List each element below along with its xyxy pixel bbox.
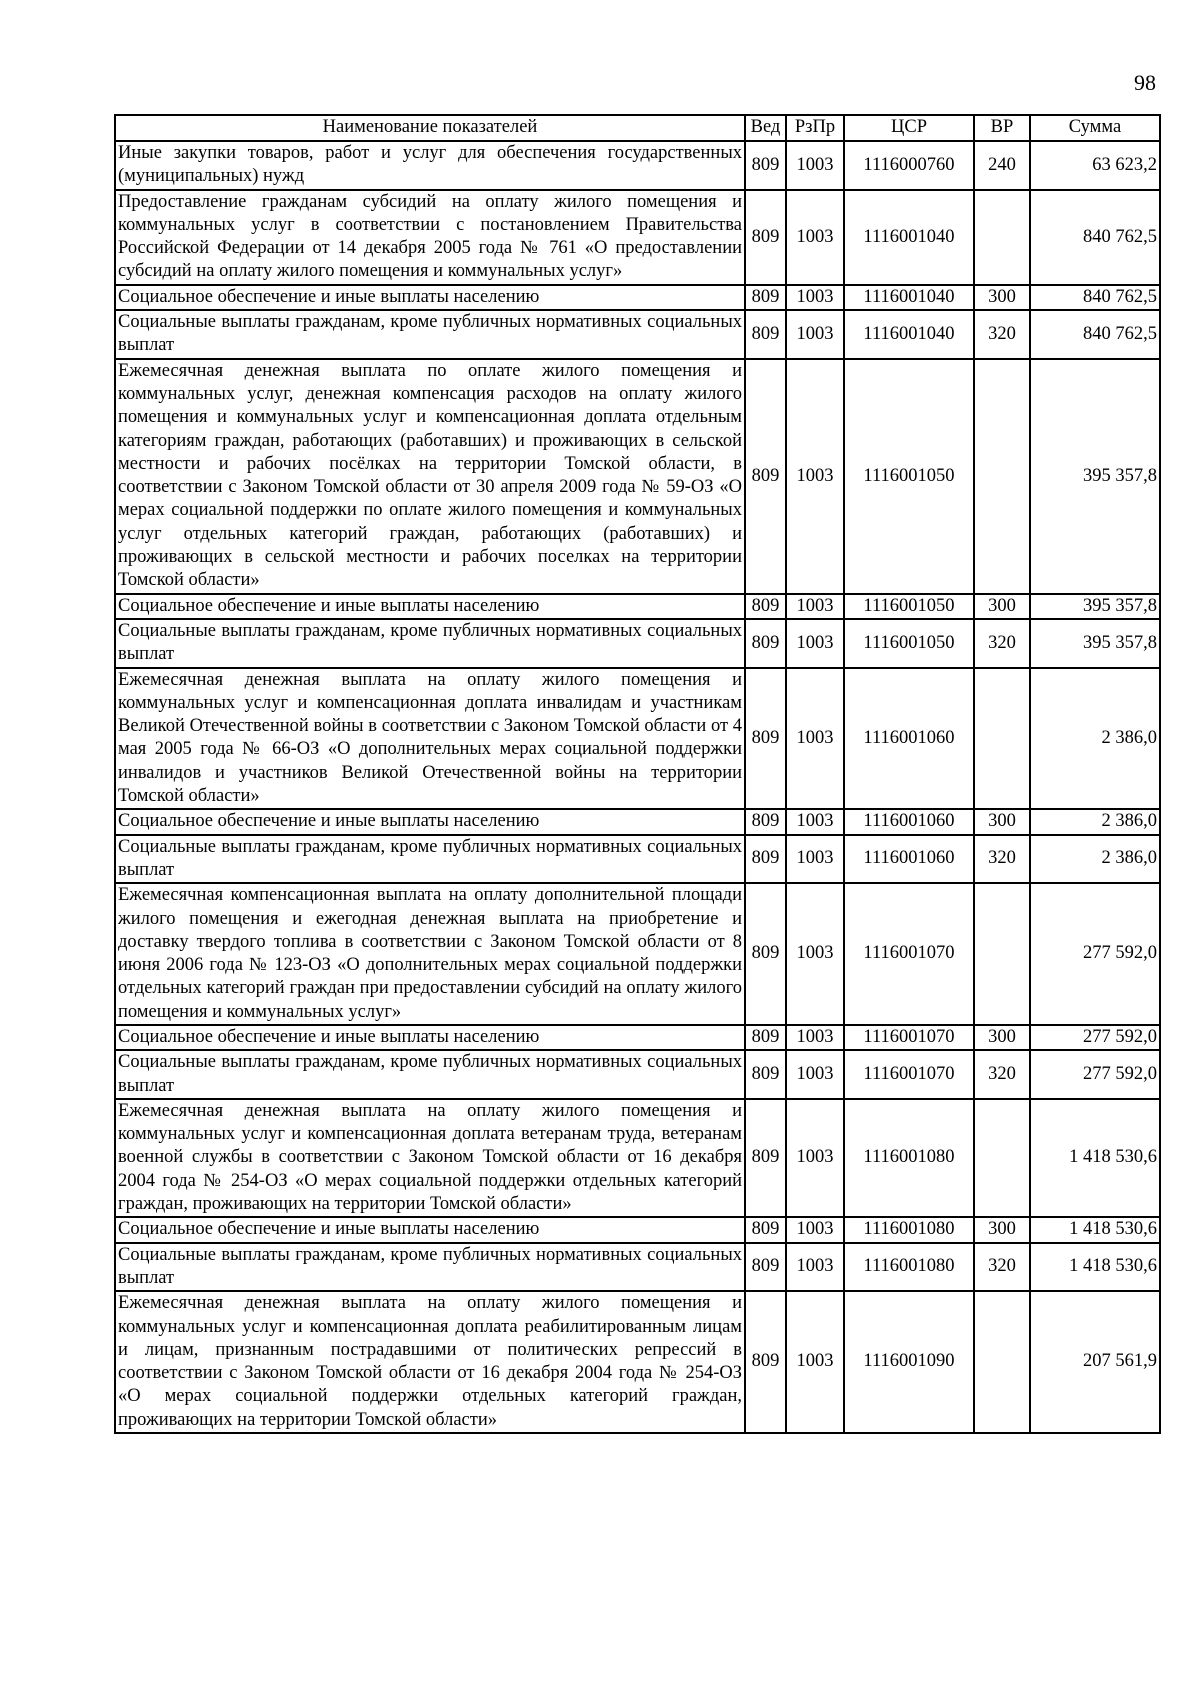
row-name-cell: Социальные выплаты гражданам, кроме публичных нормативных социальных выплат <box>115 619 745 668</box>
table-row <box>115 1291 1160 1433</box>
row-csr-cell: 1116001080 <box>844 1217 974 1242</box>
row-csr-cell: 1116000760 <box>844 141 974 190</box>
row-csr-cell: 1116001060 <box>844 835 974 884</box>
row-sum-cell: 395 357,8 <box>1030 594 1160 619</box>
row-vr-cell: 240 <box>974 141 1030 190</box>
row-ved-cell: 809 <box>745 1050 786 1099</box>
row-ved-cell: 809 <box>745 594 786 619</box>
row-name-cell: Ежемесячная компенсационная выплата на оплату дополнительной площади жилого помещения и ежегодная денежная выплата на приобретение и доставку твердого топлива в соответствии с Законом Томской области от 8 июня 2006 года № 123-ОЗ «О дополнительных мерах социальной поддержки отдельных категорий граждан при предоставлении субсидий на оплату жилого помещения и коммунальных услуг» <box>115 883 745 1025</box>
row-ved-cell: 809 <box>745 190 786 285</box>
row-name-cell: Социальное обеспечение и иные выплаты населению <box>115 1025 745 1050</box>
row-csr-cell: 1116001080 <box>844 1099 974 1217</box>
row-sum-cell: 395 357,8 <box>1030 359 1160 594</box>
table-row <box>115 594 1160 619</box>
table-row <box>115 1050 1160 1099</box>
row-ved-cell: 809 <box>745 809 786 834</box>
row-sum-cell: 1 418 530,6 <box>1030 1217 1160 1242</box>
row-vr-cell: 320 <box>974 1050 1030 1099</box>
row-csr-cell: 1116001070 <box>844 1025 974 1050</box>
row-sum-cell: 840 762,5 <box>1030 285 1160 310</box>
row-sum-cell: 2 386,0 <box>1030 835 1160 884</box>
row-sum-cell: 840 762,5 <box>1030 310 1160 359</box>
row-csr-cell: 1116001090 <box>844 1291 974 1433</box>
row-ved-cell: 809 <box>745 619 786 668</box>
table-row <box>115 141 1160 190</box>
row-rzpr-cell: 1003 <box>786 594 844 619</box>
row-csr-cell: 1116001040 <box>844 190 974 285</box>
row-sum-cell: 840 762,5 <box>1030 190 1160 285</box>
row-name-cell: Ежемесячная денежная выплата на оплату жилого помещения и коммунальных услуг и компенсационная доплата инвалидам и участникам Великой Отечественной войны в соответствии с Законом Томской области от 4 мая 2005 года № 66-ОЗ «О дополнительных мерах социальной поддержки инвалидов и участников Великой Отечественной войны на территории Томской области» <box>115 668 745 810</box>
row-csr-cell: 1116001060 <box>844 809 974 834</box>
row-ved-cell: 809 <box>745 883 786 1025</box>
row-sum-cell: 2 386,0 <box>1030 809 1160 834</box>
header-row <box>115 115 1160 141</box>
row-rzpr-cell: 1003 <box>786 359 844 594</box>
row-ved-cell: 809 <box>745 1217 786 1242</box>
row-vr-cell: 300 <box>974 809 1030 834</box>
table-row <box>115 668 1160 810</box>
table-row <box>115 190 1160 285</box>
row-rzpr-cell: 1003 <box>786 619 844 668</box>
row-name-cell: Социальные выплаты гражданам, кроме публичных нормативных социальных выплат <box>115 835 745 884</box>
table-row <box>115 1217 1160 1242</box>
budget-table <box>114 114 1161 1434</box>
header-vr: ВР <box>974 115 1030 141</box>
row-sum-cell: 395 357,8 <box>1030 619 1160 668</box>
table-row <box>115 619 1160 668</box>
row-vr-cell: 320 <box>974 1243 1030 1292</box>
row-csr-cell: 1116001070 <box>844 883 974 1025</box>
row-csr-cell: 1116001070 <box>844 1050 974 1099</box>
table-body <box>115 141 1160 1433</box>
header-rzpr: РзПр <box>786 115 844 141</box>
row-ved-cell: 809 <box>745 285 786 310</box>
row-ved-cell: 809 <box>745 1025 786 1050</box>
row-csr-cell: 1116001050 <box>844 359 974 594</box>
row-vr-cell <box>974 883 1030 1025</box>
row-name-cell: Социальное обеспечение и иные выплаты населению <box>115 594 745 619</box>
table-row <box>115 359 1160 594</box>
row-rzpr-cell: 1003 <box>786 285 844 310</box>
row-vr-cell <box>974 190 1030 285</box>
row-ved-cell: 809 <box>745 668 786 810</box>
header-ved: Вед <box>745 115 786 141</box>
row-sum-cell: 277 592,0 <box>1030 883 1160 1025</box>
table-row <box>115 285 1160 310</box>
row-vr-cell: 300 <box>974 1025 1030 1050</box>
table-row <box>115 1099 1160 1217</box>
row-rzpr-cell: 1003 <box>786 668 844 810</box>
row-csr-cell: 1116001050 <box>844 594 974 619</box>
table-row <box>115 883 1160 1025</box>
row-sum-cell: 1 418 530,6 <box>1030 1243 1160 1292</box>
header-sum: Сумма <box>1030 115 1160 141</box>
row-rzpr-cell: 1003 <box>786 1025 844 1050</box>
row-name-cell: Ежемесячная денежная выплата по оплате жилого помещения и коммунальных услуг, денежная компенсация расходов на оплату жилого помещения и коммунальных услуг и компенсационная доплата отдельным категориям граждан, работающих (работавших) и проживающих в сельской местности и рабочих посёлках на территории Томской области, в соответствии с Законом Томской области от 30 апреля 2009 года № 59-ОЗ «О мерах социальной поддержки по оплате жилого помещения и коммунальных услуг отдельных категорий граждан, работающих (работавших) и проживающих в сельской местности и рабочих поселках на территории Томской области» <box>115 359 745 594</box>
row-vr-cell <box>974 359 1030 594</box>
row-sum-cell: 277 592,0 <box>1030 1050 1160 1099</box>
table-header <box>115 115 1160 141</box>
row-vr-cell: 320 <box>974 835 1030 884</box>
table-row <box>115 835 1160 884</box>
row-sum-cell: 207 561,9 <box>1030 1291 1160 1433</box>
row-name-cell: Социальные выплаты гражданам, кроме публичных нормативных социальных выплат <box>115 310 745 359</box>
table-row <box>115 1025 1160 1050</box>
table-row <box>115 809 1160 834</box>
row-sum-cell: 277 592,0 <box>1030 1025 1160 1050</box>
row-vr-cell: 300 <box>974 1217 1030 1242</box>
table-row <box>115 1243 1160 1292</box>
row-csr-cell: 1116001080 <box>844 1243 974 1292</box>
row-vr-cell: 320 <box>974 310 1030 359</box>
row-ved-cell: 809 <box>745 310 786 359</box>
row-name-cell: Иные закупки товаров, работ и услуг для обеспечения государственных (муниципальных) нужд <box>115 141 745 190</box>
row-name-cell: Ежемесячная денежная выплата на оплату жилого помещения и коммунальных услуг и компенсационная доплата ветеранам труда, ветеранам военной службы в соответствии с Законом Томской области от 16 декабря 2004 года № 254-ОЗ «О мерах социальной поддержки отдельных категорий граждан, проживающих на территории Томской области» <box>115 1099 745 1217</box>
row-name-cell: Социальные выплаты гражданам, кроме публичных нормативных социальных выплат <box>115 1050 745 1099</box>
row-csr-cell: 1116001040 <box>844 310 974 359</box>
row-vr-cell: 300 <box>974 594 1030 619</box>
row-rzpr-cell: 1003 <box>786 141 844 190</box>
row-csr-cell: 1116001050 <box>844 619 974 668</box>
row-vr-cell: 320 <box>974 619 1030 668</box>
row-ved-cell: 809 <box>745 359 786 594</box>
row-rzpr-cell: 1003 <box>786 1099 844 1217</box>
row-rzpr-cell: 1003 <box>786 1217 844 1242</box>
row-name-cell: Предоставление гражданам субсидий на оплату жилого помещения и коммунальных услуг в соответствии с постановлением Правительства Российской Федерации от 14 декабря 2005 года № 761 «О предоставлении субсидий на оплату жилого помещения и коммунальных услуг» <box>115 190 745 285</box>
row-vr-cell <box>974 1291 1030 1433</box>
header-csr: ЦСР <box>844 115 974 141</box>
row-rzpr-cell: 1003 <box>786 1050 844 1099</box>
row-ved-cell: 809 <box>745 1243 786 1292</box>
row-name-cell: Социальное обеспечение и иные выплаты населению <box>115 285 745 310</box>
row-vr-cell <box>974 668 1030 810</box>
row-csr-cell: 1116001060 <box>844 668 974 810</box>
row-name-cell: Социальное обеспечение и иные выплаты населению <box>115 1217 745 1242</box>
row-ved-cell: 809 <box>745 141 786 190</box>
row-sum-cell: 2 386,0 <box>1030 668 1160 810</box>
row-rzpr-cell: 1003 <box>786 1291 844 1433</box>
row-sum-cell: 63 623,2 <box>1030 141 1160 190</box>
row-vr-cell: 300 <box>974 285 1030 310</box>
header-name: Наименование показателей <box>115 115 745 141</box>
row-rzpr-cell: 1003 <box>786 1243 844 1292</box>
row-name-cell: Социальное обеспечение и иные выплаты населению <box>115 809 745 834</box>
row-ved-cell: 809 <box>745 835 786 884</box>
row-name-cell: Ежемесячная денежная выплата на оплату жилого помещения и коммунальных услуг и компенсационная доплата реабилитированным лицам и лицам, признанным пострадавшими от политических репрессий в соответствии с Законом Томской области от 16 декабря 2004 года № 254-ОЗ «О мерах социальной поддержки отдельных категорий граждан, проживающих на территории Томской области» <box>115 1291 745 1433</box>
row-rzpr-cell: 1003 <box>786 809 844 834</box>
page-number: 98 <box>1134 70 1156 95</box>
table-row <box>115 310 1160 359</box>
row-rzpr-cell: 1003 <box>786 883 844 1025</box>
row-ved-cell: 809 <box>745 1291 786 1433</box>
row-csr-cell: 1116001040 <box>844 285 974 310</box>
row-sum-cell: 1 418 530,6 <box>1030 1099 1160 1217</box>
row-ved-cell: 809 <box>745 1099 786 1217</box>
row-rzpr-cell: 1003 <box>786 190 844 285</box>
row-rzpr-cell: 1003 <box>786 835 844 884</box>
row-name-cell: Социальные выплаты гражданам, кроме публичных нормативных социальных выплат <box>115 1243 745 1292</box>
row-vr-cell <box>974 1099 1030 1217</box>
row-rzpr-cell: 1003 <box>786 310 844 359</box>
